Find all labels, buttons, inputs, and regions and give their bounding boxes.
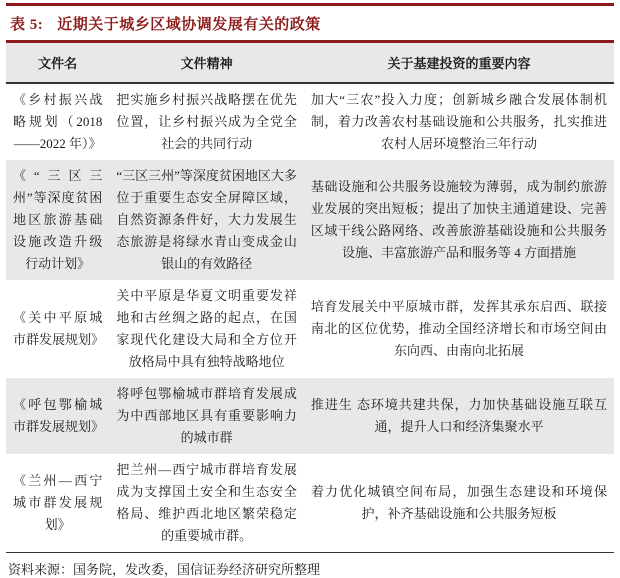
doc-name-cell: 《“三区三州”等深度贫困地区旅游基础设施改造升级行动计划》: [6, 160, 109, 280]
doc-spirit-cell: 关中平原是华夏文明重要发祥地和古丝绸之路的起点，在国家现代化建设大局和全方位开放格局中具有独特战略地位: [116, 288, 297, 369]
doc-spirit-cell: “三区三州”等深度贫困地区大多位于重要生态安全屏障区域，自然资源条件好，大力发展生态旅游是将绿水青山变成金山银山的有效路径: [109, 160, 304, 280]
infra-content-cell: 基础设施和公共服务设施较为薄弱，成为制约旅游业发展的突出短板；提出了加快主通道建设、完善区域干线公路网络、改善旅游基础设施和公共服务设施、丰富旅游产品和服务等 4 方面措施: [304, 160, 614, 280]
doc-spirit-cell: 将呼包鄂榆城市群培育发展成为中西部地区具有重要影响力的城市群: [109, 378, 304, 454]
table-body: [6, 83, 614, 553]
table-title: 近期关于城乡区域协调发展有关的政策: [57, 17, 321, 33]
column-header-infra-content: 关于基建投资的重要内容: [304, 43, 614, 83]
doc-spirit-cell: 把兰州—西宁城市群培育发展成为支撑国土安全和生态安全格局、维护西北地区繁荣稳定的重要城市群。: [109, 454, 304, 553]
table-row: [6, 83, 614, 160]
infra-content-cell: 推进生 态环境共建共保，力加快基础设施互联互通，提升人口和经济集聚水平: [304, 378, 614, 454]
doc-name-cell: 《乡村振兴战略规划（2018——2022 年）》: [13, 92, 103, 151]
infra-content-cell: 加大“三农”投入力度；创新城乡融合发展体制机制，着力改善农村基础设施和公共服务，扎实推进农村人居环境整治三年行动: [310, 92, 607, 151]
doc-spirit-cell: 把实施乡村振兴战略摆在优先位置，让乡村振兴成为全党全社会的共同行动: [116, 92, 297, 151]
header-row: [6, 43, 614, 83]
doc-name-cell: 《呼包鄂榆城市群发展规划》: [6, 378, 109, 454]
table-row: [6, 160, 614, 280]
table-row: [6, 378, 614, 454]
table-number-label: 表 5:: [10, 17, 44, 33]
column-header-doc-spirit: 文件精神: [109, 43, 304, 83]
infra-content-cell: 着力优化城镇空间布局，加强生态建设和环境保护，补齐基础设施和公共服务短板: [304, 454, 614, 553]
table-title-band: [6, 3, 614, 43]
column-header-doc-name: 文件名: [6, 43, 109, 83]
data-source-note: 资料来源：国务院，发改委，国信证券经济研究所整理: [8, 562, 321, 577]
infra-content-cell: 培育发展关中平原城市群，发挥其承东启西、联接南北的区位优势，推动全国经济增长和市场空间由东向西、由南向北拓展: [310, 299, 607, 358]
policy-table: [6, 43, 614, 553]
table-row: [6, 454, 614, 553]
table-header: [6, 43, 614, 83]
doc-name-cell: 《关中平原城市群发展规划》: [13, 310, 105, 347]
table-row: [6, 280, 614, 378]
doc-name-cell: 《兰州—西宁城市群发展规划》: [6, 454, 109, 553]
